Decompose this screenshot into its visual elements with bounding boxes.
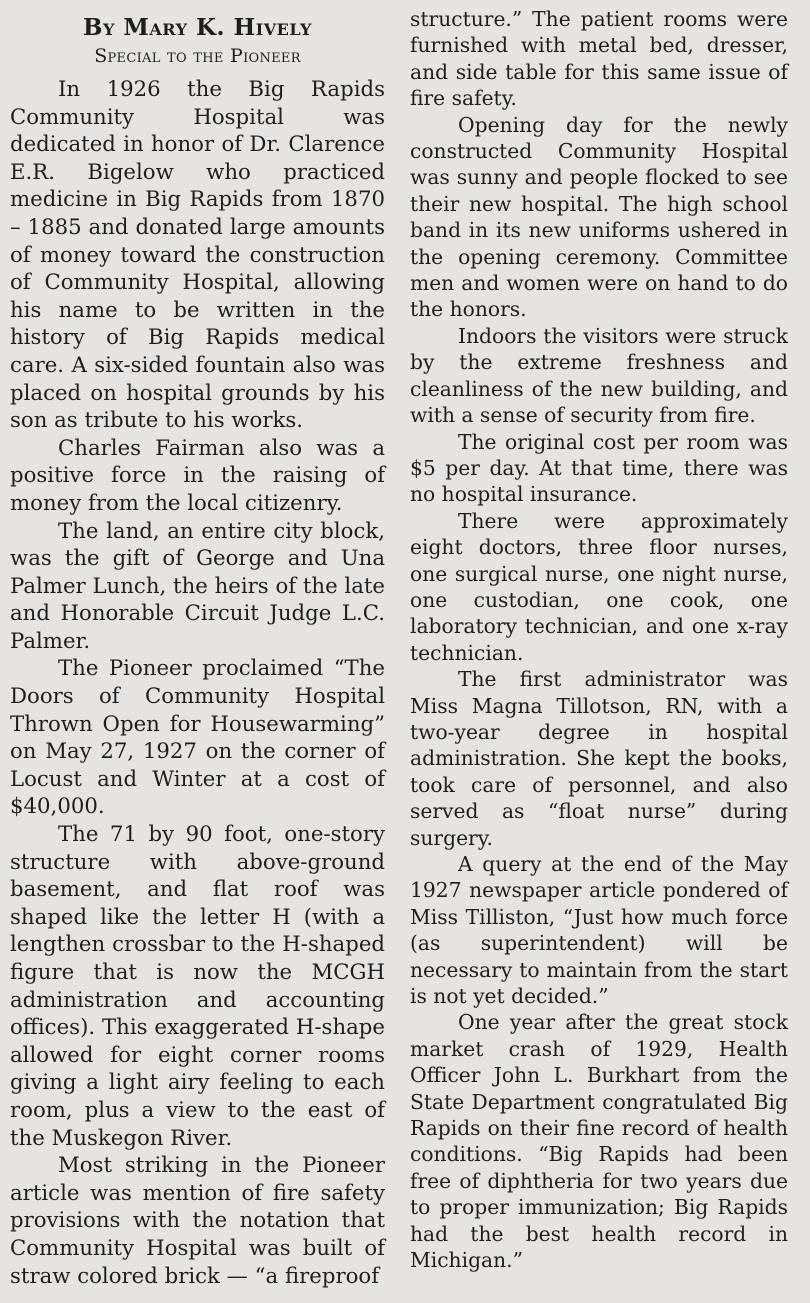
article-paragraph: The original cost per room was $5 per day. At that time, there was no hospital insurance. xyxy=(410,429,788,507)
article-paragraph: One year after the great stock market crash of 1929, Health Officer John L. Burkhart from the State Department congratulated Big Rapids on their fine record of health conditions. “Big Rapids had been free of diphtheria for two years due to proper immunization; Big Rapids had the best health record in Michigan.” xyxy=(410,1010,788,1273)
article-paragraph: structure.” The patient rooms were furnished with metal bed, dresser, and side table for this same issue of fire safety. xyxy=(410,7,788,111)
article-paragraph: The 71 by 90 foot, one-story structure with above-ground basement, and flat roof was shaped like the letter H (with a lengthen crossbar to the H-shaped figure that is now the MCGH administration and accounting offices). This exaggerated H-shape allowed for eight corner rooms giving a light airy feeling to each room, plus a view to the east of the Muskegon River. xyxy=(10,822,385,1151)
article-paragraph: The Pioneer proclaimed “The Doors of Community Hospital Thrown Open for Housewarming” on May 27, 1927 on the corner of Locust and Winter at a cost of $40,000. xyxy=(10,656,385,820)
article-paragraph: Opening day for the newly constructed Community Hospital was sunny and people flocked to see their new hospital. The high school band in its new uniforms ushered in the opening ceremony. Committee men and women were on hand to do the honors. xyxy=(410,112,788,322)
article-paragraph: The first administrator was Miss Magna Tillotson, RN, with a two-year degree in hospital administration. She kept the books, took care of personnel, and also served as “float nurse” during surgery. xyxy=(410,667,788,850)
article-paragraph: Charles Fairman also was a positive force in the raising of money from the local citizenry. xyxy=(10,435,385,516)
dateline: Special to the Pioneer xyxy=(94,45,301,67)
article-paragraph: A query at the end of the May 1927 newspaper article pondered of Miss Tilliston, “Just how much force (as superintendent) will be necessary to maintain from the start is not yet decided.” xyxy=(410,852,788,1009)
article-paragraph: There were approximately eight doctors, three floor nurses, one surgical nurse, one night nurse, one custodian, one cook, one laboratory technician, and one x-ray technician. xyxy=(410,508,788,665)
article-paragraph: Most striking in the Pioneer article was mention of fire safety provisions with the notation that Community Hospital was built of straw colored brick — “a fireproof xyxy=(10,1153,385,1289)
article-paragraph: Indoors the visitors were struck by the extreme freshness and cleanliness of the new building, and with a sense of security from fire. xyxy=(410,323,788,428)
byline: By Mary K. Hively xyxy=(83,14,312,41)
right-column xyxy=(410,6,788,1274)
article-paragraph: The land, an entire city block, was the gift of George and Una Palmer Lunch, the heirs of the late and Honorable Circuit Judge L.C. Palmer. xyxy=(10,518,386,654)
left-column xyxy=(10,14,385,1290)
article-paragraph: In 1926 the Big Rapids Community Hospital was dedicated in honor of Dr. Clarence E.R. Bigelow who practiced medicine in Big Rapids from 1870 – 1885 and donated large amounts of money toward the construction of Community Hospital, allowing his name to be written in the history of Big Rapids medical care. A six-sided fountain also was placed on hospital grounds by his son as tribute to his works. xyxy=(10,77,385,434)
